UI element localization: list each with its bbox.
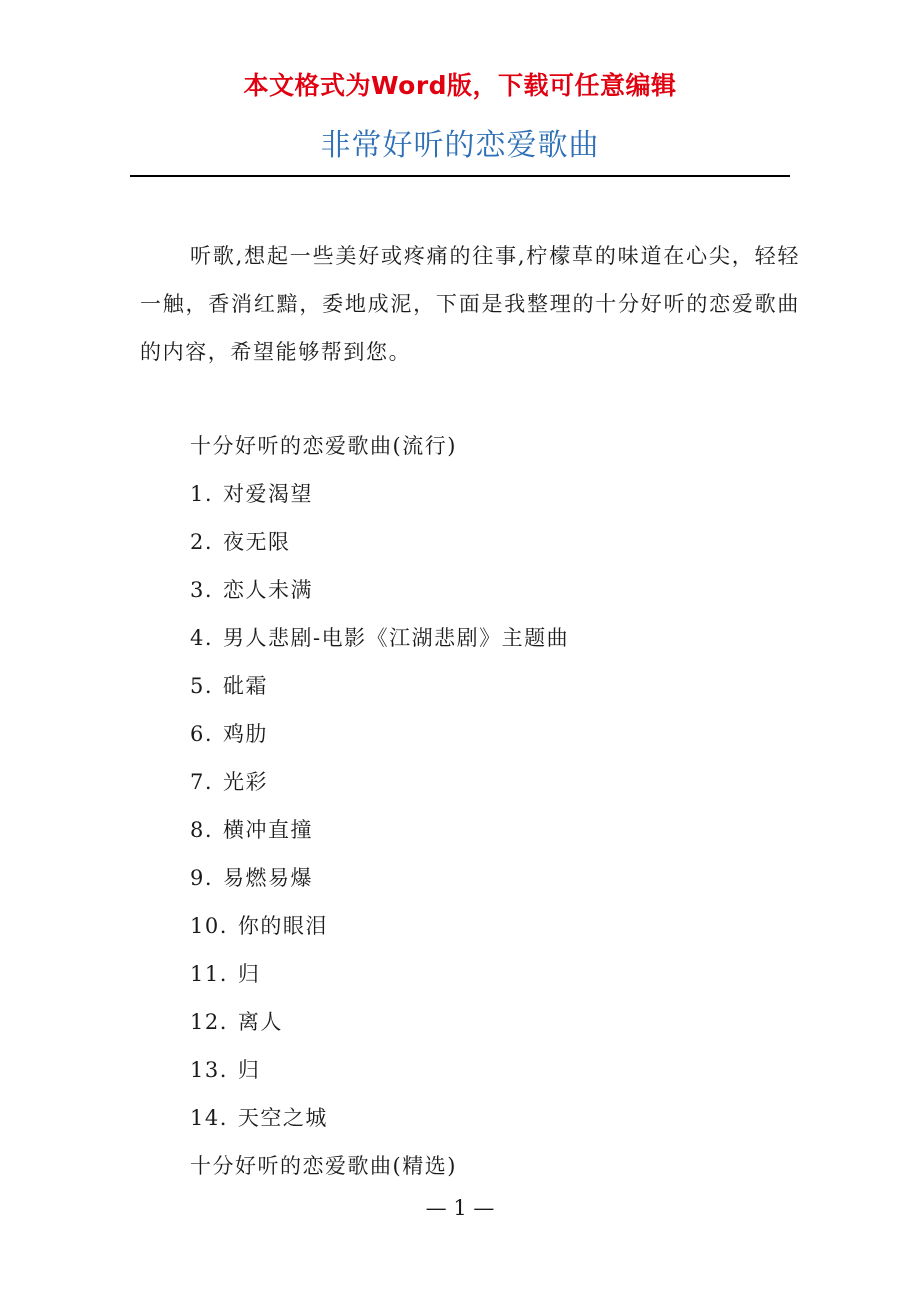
song-title: 你的眼泪 [237,914,328,938]
song-list [190,470,569,1142]
list-item-number: 13. [190,1058,228,1082]
song-title: 天空之城 [237,1106,328,1130]
list-item [190,470,569,518]
list-item-number: 14. [190,1106,228,1130]
song-title: 光彩 [223,770,269,794]
song-title: 鸡肋 [223,722,269,746]
list-item [190,950,569,998]
list-item [190,1046,569,1094]
list-item [190,662,569,710]
list-item [190,806,569,854]
list-item [190,614,569,662]
song-title: 离人 [237,1010,283,1034]
section-heading-popular: 十分好听的恋爱歌曲(流行) [190,434,457,458]
list-item-number: 10. [190,914,228,938]
list-item [190,566,569,614]
song-title: 对爱渴望 [223,482,314,506]
list-item-number: 7. [190,770,214,794]
list-item-number: 2. [190,530,214,554]
format-banner: 本文格式为Word版，下载可任意编辑 [243,71,677,100]
list-item-number: 6. [190,722,214,746]
list-item-number: 11. [190,962,228,986]
list-item-number: 8. [190,818,214,842]
list-item [190,710,569,758]
song-title: 归 [237,962,261,986]
song-title: 横冲直撞 [223,818,314,842]
song-title: 夜无限 [223,530,291,554]
title-divider [130,175,790,177]
list-item-number: 4. [190,626,214,650]
list-item [190,854,569,902]
list-item-number: 9. [190,866,214,890]
list-item [190,758,569,806]
list-item-number: 12. [190,1010,228,1034]
song-title: 归 [237,1058,261,1082]
list-item-number: 5. [190,674,214,698]
list-item-number: 1. [190,482,214,506]
list-item [190,998,569,1046]
page-title: 非常好听的恋爱歌曲 [320,128,600,163]
list-item [190,1094,569,1142]
intro-paragraph: 听歌,想起一些美好或疼痛的往事,柠檬草的味道在心尖，轻轻一触，香消红黯，委地成泥，下面是我整理的十分好听的恋爱歌曲的内容，希望能够帮到您。 [140,244,800,364]
song-title: 易燃易爆 [223,866,314,890]
section-heading-selected: 十分好听的恋爱歌曲(精选) [190,1154,457,1178]
song-title: 男人悲剧-电影《江湖悲剧》主题曲 [223,626,570,650]
song-title: 砒霜 [223,674,269,698]
page-number: — 1 — [425,1196,495,1220]
song-title: 恋人未满 [223,578,314,602]
list-item-number: 3. [190,578,214,602]
list-item [190,518,569,566]
list-item [190,902,569,950]
